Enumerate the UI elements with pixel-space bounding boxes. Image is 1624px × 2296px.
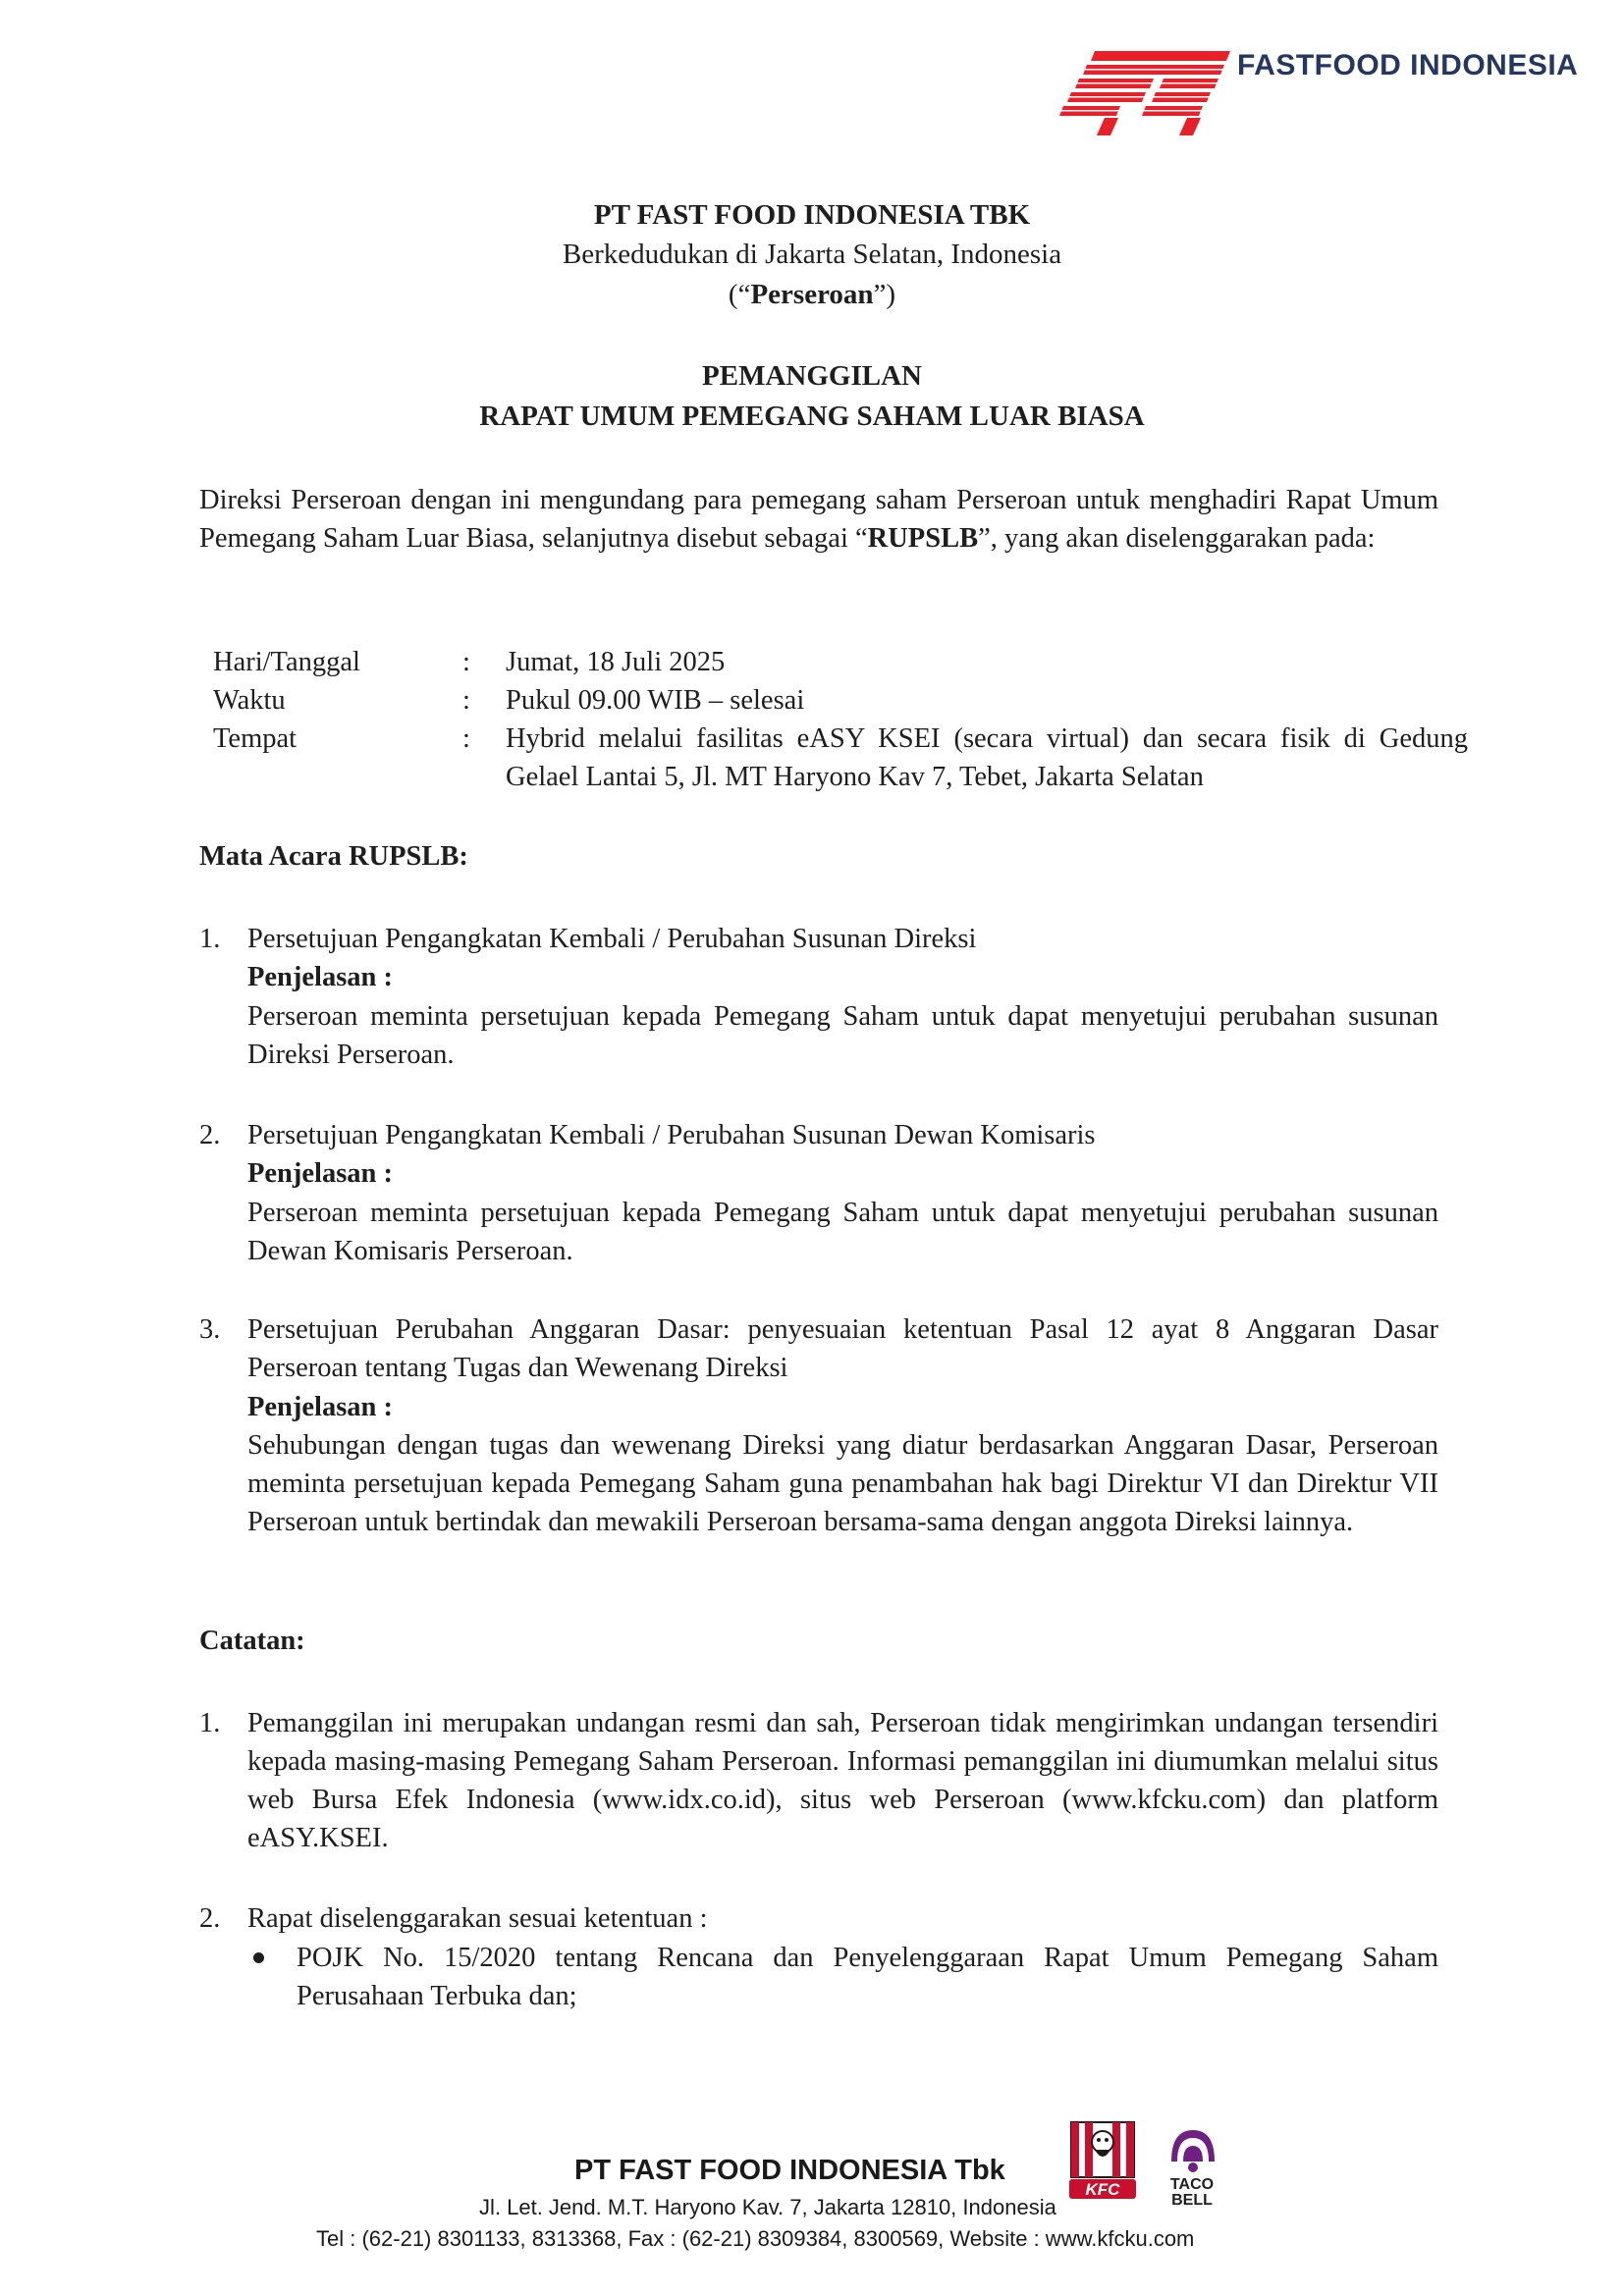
- schedule-label-place: Tempat: [213, 723, 298, 754]
- schedule-label-date: Hari/Tanggal: [213, 647, 360, 677]
- intro-part1: Direksi Perseroan dengan ini mengundang para pemegang saham Perseroan untuk menghadiri Rapat Umum Pemegang Saham Luar Biasa, selanjutnya disebut sebagai “: [199, 485, 1438, 554]
- schedule-value-date: Jumat, 18 Juli 2025: [506, 647, 726, 677]
- schedule-value-place: Hybrid melalui fasilitas eASY KSEI (secara virtual) dan secara fisik di Gedung Gelael Lantai 5, Jl. MT Haryono Kav 7, Tebet, Jakarta Selatan: [506, 723, 1468, 792]
- ff-emblem-icon: [1056, 47, 1232, 137]
- fastfood-indonesia-logo: [1056, 47, 1586, 140]
- alias-name: Perseroan: [750, 279, 874, 310]
- company-alias: [0, 279, 1624, 311]
- bullet-icon: [253, 1952, 264, 1963]
- agenda-explain: Perseroan meminta persetujuan kepada Pemegang Saham untuk dapat menyetujui perubahan susunan Dewan Komisaris Perseroan.: [247, 1198, 1438, 1266]
- notice-title-line1: PEMANGGILAN: [702, 360, 922, 392]
- agenda-title: Persetujuan Pengangkatan Kembali / Perubahan Susunan Direksi: [247, 924, 977, 954]
- notice-title-line2: RAPAT UMUM PEMEGANG SAHAM LUAR BIASA: [479, 400, 1145, 432]
- note-text: Pemanggilan ini merupakan undangan resmi dan sah, Perseroan tidak mengirimkan undangan tersendiri kepada masing-masing Pemegang Saham Perseroan. Informasi pemanggilan ini diumumkan melalui situs web Bursa Efek Indonesia (www.idx.co.id), situs web Perseroan (www.kfcku.com) dan platform eASY.KSEI.: [247, 1708, 1438, 1853]
- agenda-number: 3.: [199, 1314, 221, 1345]
- taco-bell-icon: [1164, 2122, 1220, 2177]
- footer-company: PT FAST FOOD INDONESIA Tbk: [574, 2155, 1005, 2186]
- intro-paragraph: [199, 481, 1438, 558]
- agenda-title: Persetujuan Pengangkatan Kembali / Perubahan Susunan Dewan Komisaris: [247, 1120, 1096, 1150]
- agenda-number: 2.: [199, 1120, 221, 1150]
- footer-address: Jl. Let. Jend. M.T. Haryono Kav. 7, Jakarta 12810, Indonesia: [479, 2195, 1056, 2219]
- schedule-sep-time: :: [462, 685, 470, 716]
- agenda-explain: Sehubungan dengan tugas dan wewenang Direksi yang diatur berdasarkan Anggaran Dasar, Perseroan meminta persetujuan kepada Pemegang Saham guna penambahan hak bagi Direktur VI dan Direktur VII Perseroan untuk bertindak dan mewakili Perseroan bersama-sama dengan anggota Direksi lainnya.: [247, 1430, 1438, 1537]
- schedule-label-time: Waktu: [213, 685, 286, 716]
- schedule-value-time: Pukul 09.00 WIB – selesai: [506, 685, 805, 716]
- agenda-title: Persetujuan Perubahan Anggaran Dasar: penyesuaian ketentuan Pasal 12 ayat 8 Anggaran Dasar Perseroan tentang Tugas dan Wewenang Direksi: [247, 1314, 1438, 1383]
- footer-contact: Tel : (62-21) 8301133, 8313368, Fax : (62-21) 8309384, 8300569, Website : www.kfcku.com: [316, 2226, 1195, 2251]
- note-number: 1.: [199, 1708, 221, 1738]
- agenda-explain-label: Penjelasan :: [247, 962, 394, 992]
- schedule-sep-place: :: [462, 723, 470, 754]
- intro-bold: RUPSLB: [867, 523, 979, 554]
- note-text: Rapat diselenggarakan sesuai ketentuan :: [247, 1903, 708, 1934]
- alias-open: (“: [728, 279, 751, 310]
- note-bullet: POJK No. 15/2020 tentang Rencana dan Penyelenggaraan Rapat Umum Pemegang Saham Perusahaan Terbuka dan;: [297, 1943, 1438, 2011]
- alias-close: ”): [873, 279, 896, 310]
- taco-text-line2: BELL: [1171, 2192, 1213, 2209]
- agenda-explain: Perseroan meminta persetujuan kepada Pemegang Saham untuk dapat menyetujui perubahan susunan Direksi Perseroan.: [247, 1001, 1438, 1070]
- logo-text: FASTFOOD INDONESIA: [1237, 49, 1579, 81]
- agenda-explain-label: Penjelasan :: [247, 1158, 394, 1189]
- agenda-heading: Mata Acara RUPSLB:: [199, 841, 468, 872]
- intro-part2: ”, yang akan diselenggarakan pada:: [978, 523, 1376, 554]
- company-name: PT FAST FOOD INDONESIA TBK: [593, 199, 1031, 231]
- notes-heading: Catatan:: [199, 1626, 305, 1656]
- agenda-explain-label: Penjelasan :: [247, 1392, 394, 1422]
- taco-bell-text: [1160, 2177, 1224, 2209]
- agenda-number: 1.: [199, 924, 221, 954]
- note-number: 2.: [199, 1903, 221, 1934]
- taco-text-line1: TACO: [1169, 2176, 1215, 2193]
- schedule-sep-date: :: [462, 647, 470, 677]
- kfc-logo-icon: [1065, 2120, 1140, 2203]
- kfc-logo-text: KFC: [1085, 2180, 1120, 2199]
- company-domicile: Berkedudukan di Jakarta Selatan, Indonesia: [562, 239, 1062, 270]
